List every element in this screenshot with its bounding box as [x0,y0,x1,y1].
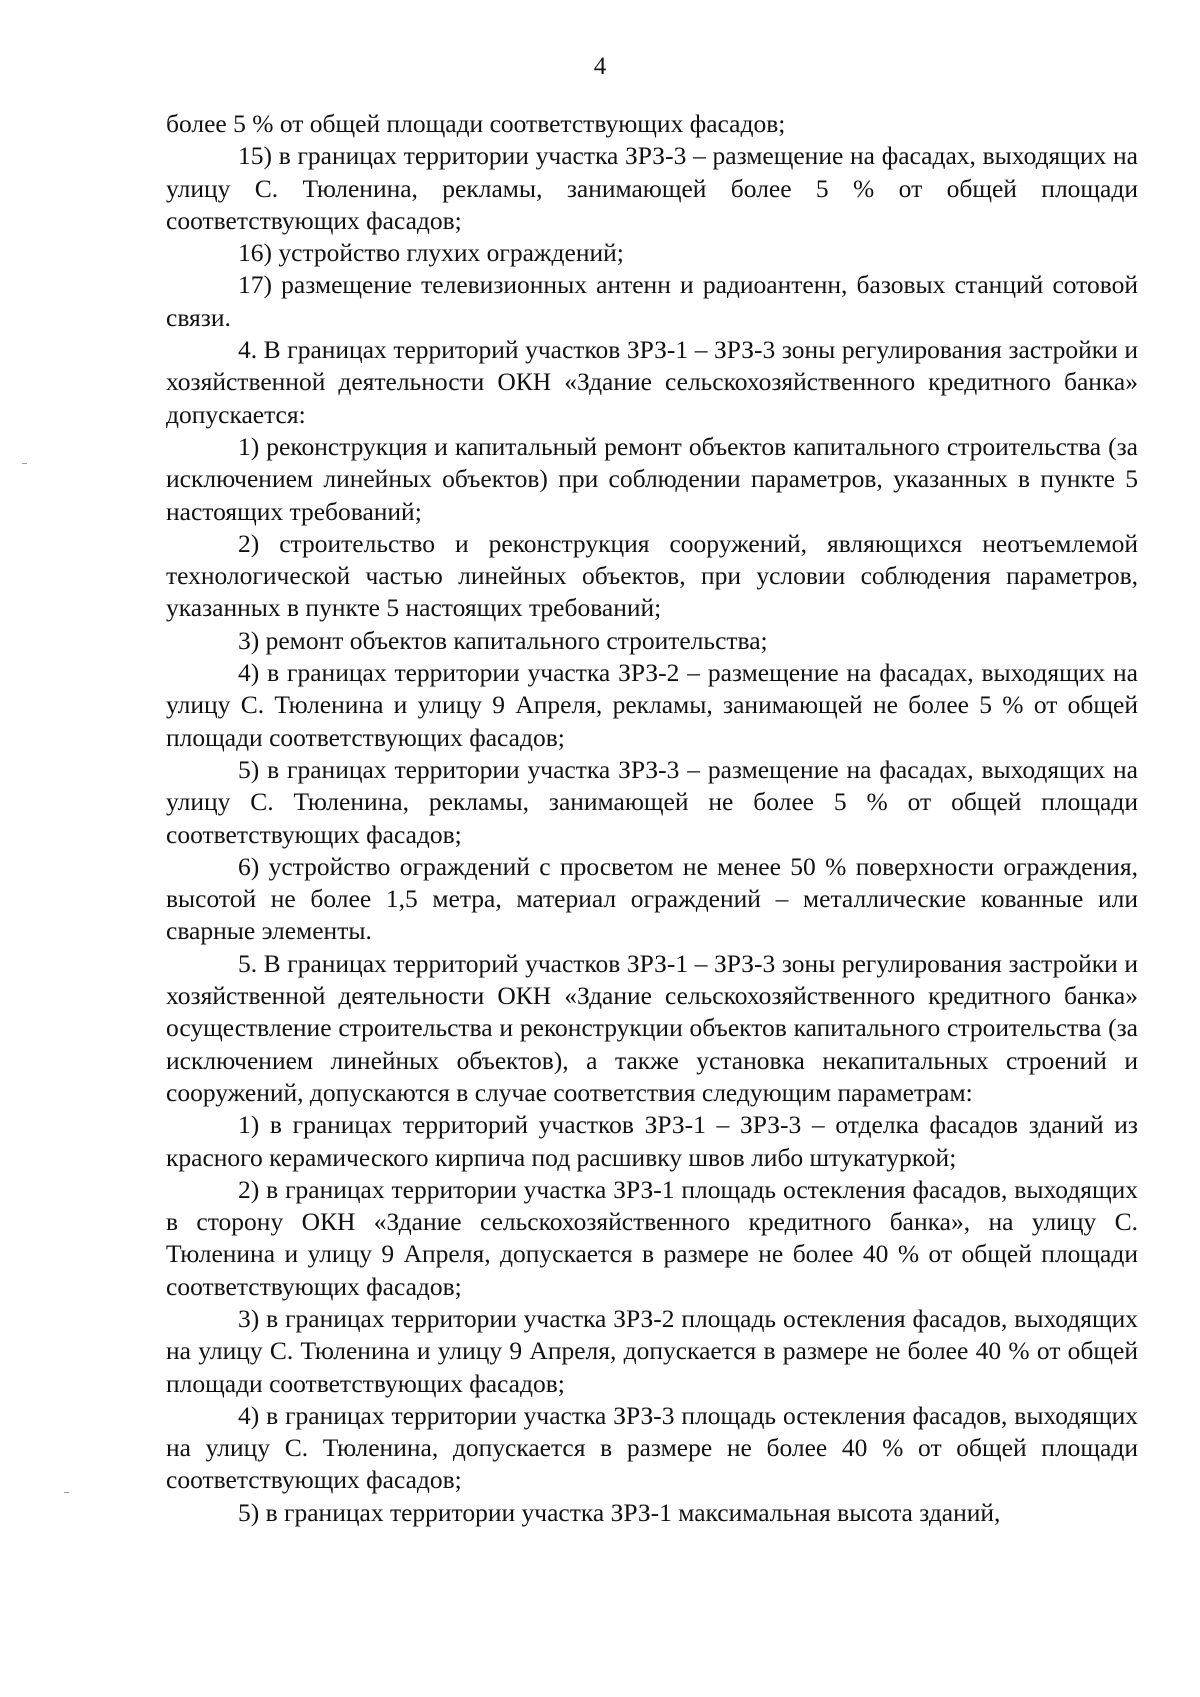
paragraph-section-5-item-2: 2) в границах территории участка ЗРЗ-1 площадь остекления фасадов, выходящих в сторону ОКН «Здание сельскохозяйственного кредитного банка», на улицу С. Тюленина и улицу 9 Апреля, допускается в размере не более 40 % от общей площади соответствующих фасадов; [166,1174,1138,1301]
paragraph-continuation: более 5 % от общей площади соответствующих фасадов; [166,109,786,138]
paragraph-section-5-item-1: 1) в границах территорий участков ЗРЗ-1 – ЗРЗ-3 – отделка фасадов зданий из красного керамического кирпича под расшивку швов либо штукатуркой; [166,1110,1138,1172]
scan-margin-mark [22,463,27,464]
paragraph-section-5-item-5: 5) в границах территории участка ЗРЗ-1 максимальная высота зданий, [238,1497,1001,1527]
paragraph-section-4-item-6: 6) устройство ограждений с просветом не менее 50 % поверхности ограждения, высотой не более 1,5 метра, материал ограждений – металлические кованные или сварные элементы. [166,851,1138,946]
paragraph-section-5-item-4: 4) в границах территории участка ЗРЗ-3 площадь остекления фасадов, выходящих на улицу С. Тюленина, допускается в размере не более 40 % от общей площади соответствующих фасадов; [166,1400,1138,1495]
paragraph-section-4-item-5: 5) в границах территории участка ЗРЗ-3 – размещение на фасадах, выходящих на улицу С. Тюленина, рекламы, занимающей не более 5 % от общей площади соответствующих фасадов; [166,754,1138,849]
paragraph-section-4-item-2: 2) строительство и реконструкция сооружений, являющихся неотъемлемой технологической частью линейных объектов, при условии соблюдения параметров, указанных в пункте 5 настоящих требований; [166,528,1138,623]
scan-margin-mark [64,1492,69,1493]
paragraph-item-15: 15) в границах территории участка ЗРЗ-3 – размещение на фасадах, выходящих на улицу С. Тюленина, рекламы, занимающей более 5 % от общей площади соответствующих фасадов; [166,141,1138,235]
paragraph-item-17: 17) размещение телевизионных антенн и радиоантенн, базовых станций сотовой связи. [166,270,1138,332]
page-number: 4 [593,53,607,80]
document-body [166,108,1138,1529]
paragraph-item-16: 16) устройство глухих ограждений; [238,238,624,268]
paragraph-section-5-item-3: 3) в границах территории участка ЗРЗ-2 площадь остекления фасадов, выходящих на улицу С. Тюленина и улицу 9 Апреля, допускается в размере не более 40 % от общей площади соответствующих фасадов; [166,1303,1138,1398]
paragraph-section-4: 4. В границах территорий участков ЗРЗ-1 – ЗРЗ-3 зоны регулирования застройки и хозяйственной деятельности ОКН «Здание сельскохозяйственного кредитного банка» допускается: [166,335,1138,429]
paragraph-section-4-item-3: 3) ремонт объектов капитального строительства; [238,625,768,655]
paragraph-section-4-item-1: 1) реконструкция и капитальный ремонт объектов капитального строительства (за исключением линейных объектов) при соблюдении параметров, указанных в пункте 5 настоящих требований; [166,431,1138,526]
paragraph-section-5: 5. В границах территорий участков ЗРЗ-1 – ЗРЗ-3 зоны регулирования застройки и хозяйственной деятельности ОКН «Здание сельскохозяйственного кредитного банка» осуществление строительства и реконструкции объектов капитального строительства (за исключением линейных объектов), а также установка некапитальных строений и сооружений, допускаются в случае соответствия следующим параметрам: [166,948,1138,1107]
paragraph-section-4-item-4: 4) в границах территории участка ЗРЗ-2 – размещение на фасадах, выходящих на улицу С. Тюленина и улицу 9 Апреля, рекламы, занимающей не более 5 % от общей площади соответствующих фасадов; [166,658,1138,752]
